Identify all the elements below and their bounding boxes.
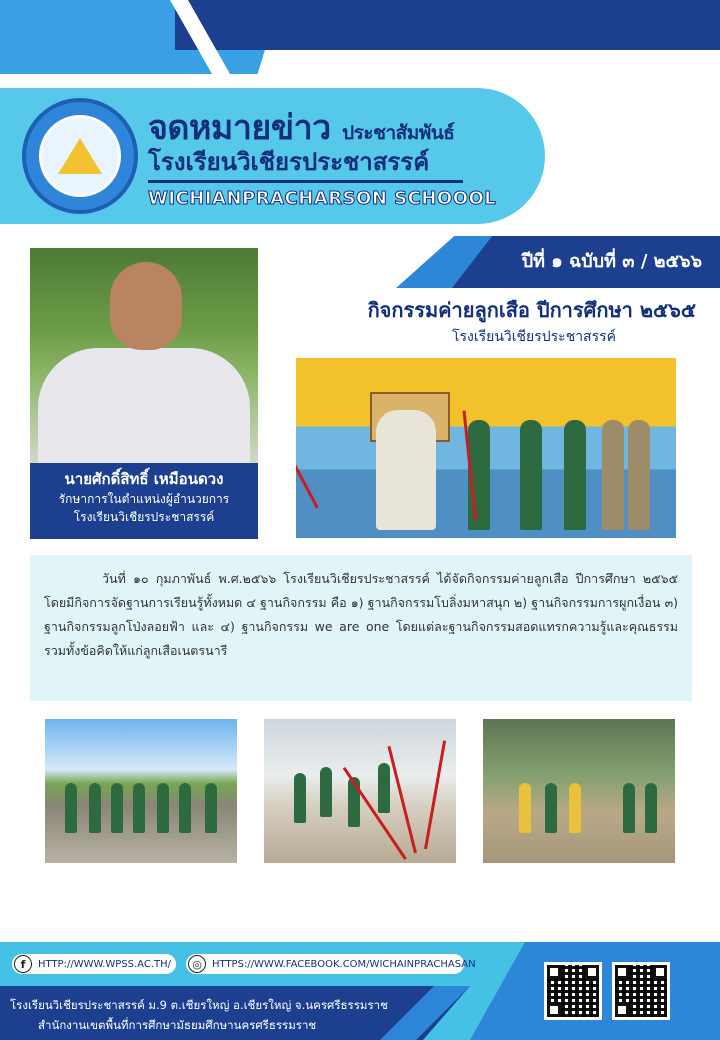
article-body: วันที่ ๑๐ กุมภาพันธ์ พ.ศ.๒๕๖๖ โรงเรียนวิเชียรประชาสรรค์ ได้จัดกิจกรรมค่ายลูกเสือ ปีการศึกษา ๒๕๖๕ โดยมีกิจการจัดฐานการเรียนรู้ทั้งหมด ๔ ฐานกิจกรรม คือ ๑) ฐานกิจกรรมโบลิ่งมหาสนุก ๒) ฐานกิจกรรมการผูกเงื่อน ๓) ฐานกิจกรรมลูกโป่งลอยฟ้า และ ๔) ฐานกิจกรรม we are one โดยแต่ละฐานกิจกรรมสอดแทรกความรู้และคุณธรรม รวมทั้งข้อคิดให้แก่ลูกเสือเนตรนารี <box>44 571 678 658</box>
scout-figure <box>519 783 531 833</box>
qr-corner <box>585 965 599 979</box>
scout-leader-figure <box>376 410 436 530</box>
activity-title: กิจกรรมค่ายลูกเสือ ปีการศึกษา ๒๕๖๕ <box>367 298 696 322</box>
gallery-photo-forest-activity <box>483 719 675 863</box>
scout-figure <box>628 420 650 530</box>
newsletter-title-main: จดหมายข่าว <box>148 108 331 148</box>
emblem-triangle <box>58 138 102 174</box>
scout-figure <box>111 783 123 833</box>
gallery-photo-outdoor-group <box>45 719 237 863</box>
scout-figure <box>564 420 586 530</box>
school-address: โรงเรียนวิเชียรประชาสรรค์ ม.9 ต.เชียรใหญ่ อ.เชียรใหญ่ จ.นครศรีธรรมราช <box>10 998 388 1012</box>
facebook-url: HTTPS://WWW.FACEBOOK.COM/WICHAINPRACHASAN <box>212 958 476 970</box>
scout-figure <box>320 767 332 817</box>
scout-figure <box>179 783 191 833</box>
qr-corner <box>547 965 561 979</box>
school-name-thai: โรงเรียนวิเชียรประชาสรรค์ <box>148 148 430 176</box>
scout-figure <box>623 783 635 833</box>
director-name: นายศักดิ์สิทธิ์ เหมือนดวง <box>64 470 224 488</box>
facebook-icon: f <box>14 955 32 973</box>
newsletter-title-sub: ประชาสัมพันธ์ <box>342 122 455 144</box>
emblem-inner <box>39 115 121 197</box>
director-caption <box>30 463 258 539</box>
qr-code-website[interactable] <box>544 962 602 1020</box>
scout-figure <box>133 783 145 833</box>
article-panel <box>30 555 692 701</box>
website-link[interactable] <box>12 954 176 974</box>
globe-icon: ◎ <box>188 955 206 973</box>
qr-code-facebook[interactable] <box>612 962 670 1020</box>
qr-corner <box>653 965 667 979</box>
scout-figure <box>205 783 217 833</box>
qr-corner <box>547 1003 561 1017</box>
scout-figure <box>520 420 542 530</box>
scout-figure <box>378 763 390 813</box>
gallery-photo-indoor-activity <box>264 719 456 863</box>
qr-corner <box>615 965 629 979</box>
qr-pattern <box>547 965 599 1017</box>
facebook-link[interactable] <box>186 954 476 974</box>
main-activity-photo <box>296 358 676 538</box>
school-emblem-icon <box>22 98 138 214</box>
scout-figure <box>65 783 77 833</box>
director-school: โรงเรียนวิเชียรประชาสรรค์ <box>73 510 215 524</box>
scout-figure <box>645 783 657 833</box>
director-role: รักษาการในตำแหน่งผู้อำนวยการ <box>58 492 230 506</box>
top-navy-bar <box>175 0 720 50</box>
scout-figure <box>294 773 306 823</box>
qr-pattern <box>615 965 667 1017</box>
director-head <box>110 262 182 350</box>
issue-number: ปีที่ ๑ ฉบับที่ ๓ / ๒๕๖๖ <box>521 251 702 272</box>
scout-staff <box>424 740 446 849</box>
director-photo <box>30 248 258 463</box>
qr-corner <box>615 1003 629 1017</box>
school-name-english: WICHIANPRACHARSON SCHOOOL <box>148 188 497 209</box>
education-office: สำนักงานเขตพื้นที่การศึกษามัธยมศึกษานครศรีธรรมราช <box>38 1018 317 1032</box>
scout-figure <box>602 420 624 530</box>
scout-figure <box>569 783 581 833</box>
scout-staff <box>296 410 319 509</box>
title-rule <box>148 180 463 183</box>
director-uniform <box>38 348 250 463</box>
scout-figure <box>157 783 169 833</box>
scout-figure <box>545 783 557 833</box>
scout-figure <box>89 783 101 833</box>
website-url: HTTP://WWW.WPSS.AC.TH/ <box>38 958 172 970</box>
activity-subtitle: โรงเรียนวิเชียรประชาสรรค์ <box>451 329 616 345</box>
